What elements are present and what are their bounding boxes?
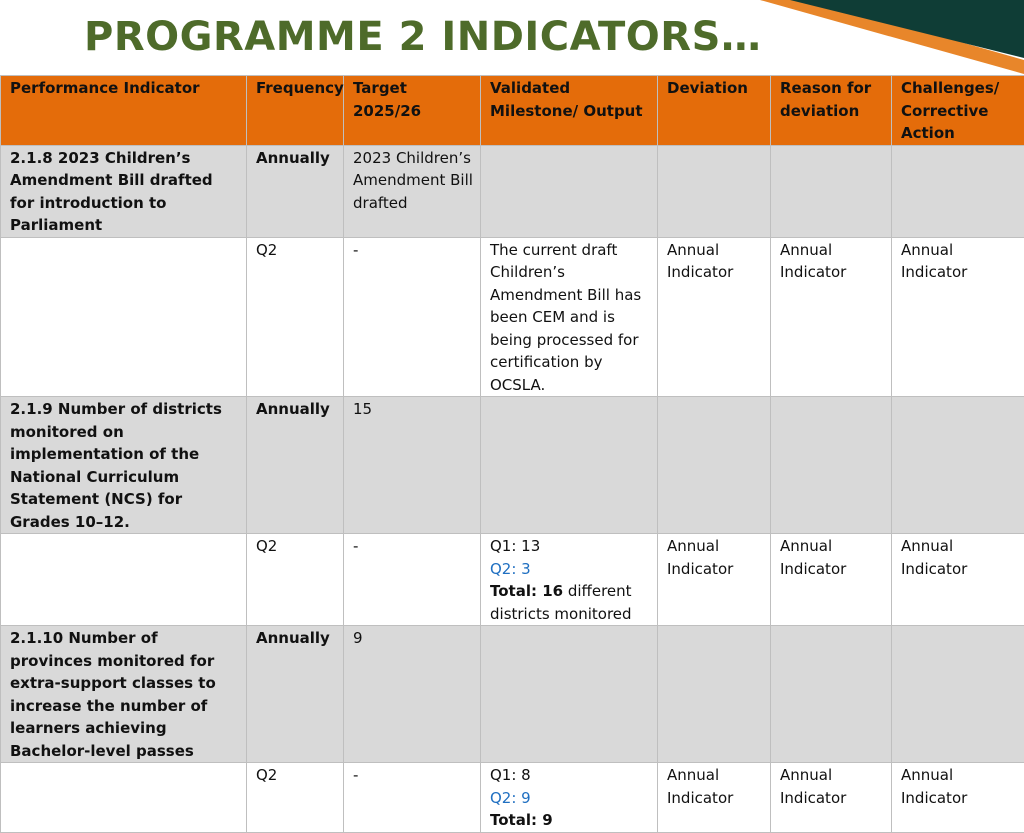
table-row bbox=[1, 626, 1024, 763]
table-row bbox=[1, 397, 1024, 534]
table-row bbox=[1, 534, 1024, 626]
quarter-label: Q2 bbox=[247, 237, 344, 397]
empty-cell bbox=[658, 145, 771, 237]
reason-cell: Annual Indicator bbox=[771, 763, 892, 833]
empty-cell bbox=[771, 145, 892, 237]
empty-cell bbox=[771, 397, 892, 534]
deviation-cell: Annual Indicator bbox=[658, 237, 771, 397]
empty-cell bbox=[1, 534, 247, 626]
challenges-cell: Annual Indicator bbox=[892, 237, 1024, 397]
empty-cell bbox=[658, 626, 771, 763]
header-deviation: Deviation bbox=[658, 76, 771, 146]
milestone-q2: Q2: 9 bbox=[490, 787, 651, 810]
milestone-total-suffix: different districts monitored bbox=[490, 582, 632, 623]
empty-cell bbox=[892, 397, 1024, 534]
milestone-total: Total: 16 bbox=[490, 582, 563, 600]
empty-cell bbox=[892, 626, 1024, 763]
empty-cell bbox=[481, 145, 658, 237]
indicator-target: 2023 Children’s Amendment Bill drafted bbox=[344, 145, 481, 237]
deviation-cell: Annual Indicator bbox=[658, 763, 771, 833]
empty-cell bbox=[481, 626, 658, 763]
header-frequency: Frequency bbox=[247, 76, 344, 146]
indicator-frequency: Annually bbox=[247, 145, 344, 237]
empty-cell bbox=[1, 763, 247, 833]
header-challenges: Challenges/ Corrective Action bbox=[892, 76, 1024, 146]
reason-cell: Annual Indicator bbox=[771, 237, 892, 397]
milestone-q1: Q1: 13 bbox=[490, 535, 651, 558]
milestone-q2: Q2: 3 bbox=[490, 558, 651, 581]
milestone-output bbox=[481, 763, 658, 833]
indicator-target: 9 bbox=[344, 626, 481, 763]
challenges-cell: Annual Indicator bbox=[892, 763, 1024, 833]
milestone-total: Total: 9 bbox=[490, 809, 651, 832]
header-target: Target 2025/26 bbox=[344, 76, 481, 146]
empty-cell bbox=[771, 626, 892, 763]
indicator-name: 2.1.9 Number of districts monitored on implementation of the National Curriculum Statement (NCS) for Grades 10–12. bbox=[1, 397, 247, 534]
empty-cell bbox=[481, 397, 658, 534]
quarter-label: Q2 bbox=[247, 763, 344, 833]
quarter-target: - bbox=[344, 763, 481, 833]
empty-cell bbox=[658, 397, 771, 534]
indicator-target: 15 bbox=[344, 397, 481, 534]
indicator-name: 2.1.8 2023 Children’s Amendment Bill drafted for introduction to Parliament bbox=[1, 145, 247, 237]
table-row bbox=[1, 237, 1024, 397]
indicator-frequency: Annually bbox=[247, 626, 344, 763]
quarter-label: Q2 bbox=[247, 534, 344, 626]
header-reason: Reason for deviation bbox=[771, 76, 892, 146]
quarter-target: - bbox=[344, 237, 481, 397]
indicators-table bbox=[0, 75, 1024, 833]
quarter-target: - bbox=[344, 534, 481, 626]
challenges-cell: Annual Indicator bbox=[892, 534, 1024, 626]
empty-cell bbox=[892, 145, 1024, 237]
indicator-frequency: Annually bbox=[247, 397, 344, 534]
page-title: PROGRAMME 2 INDICATORS… bbox=[84, 14, 761, 60]
deviation-cell: Annual Indicator bbox=[658, 534, 771, 626]
header-milestone: Validated Milestone/ Output bbox=[481, 76, 658, 146]
empty-cell bbox=[1, 237, 247, 397]
milestone-output bbox=[481, 534, 658, 626]
milestone-q1: Q1: 8 bbox=[490, 764, 651, 787]
table-header-row bbox=[1, 76, 1024, 146]
header-performance-indicator: Performance Indicator bbox=[1, 76, 247, 146]
indicator-name: 2.1.10 Number of provinces monitored for extra-support classes to increase the number of learners achieving Bachelor-level passes bbox=[1, 626, 247, 763]
table-row bbox=[1, 763, 1024, 833]
reason-cell: Annual Indicator bbox=[771, 534, 892, 626]
milestone-output: The current draft Children’s Amendment Bill has been CEM and is being processed for certification by OCSLA. bbox=[481, 237, 658, 397]
table-row bbox=[1, 145, 1024, 237]
